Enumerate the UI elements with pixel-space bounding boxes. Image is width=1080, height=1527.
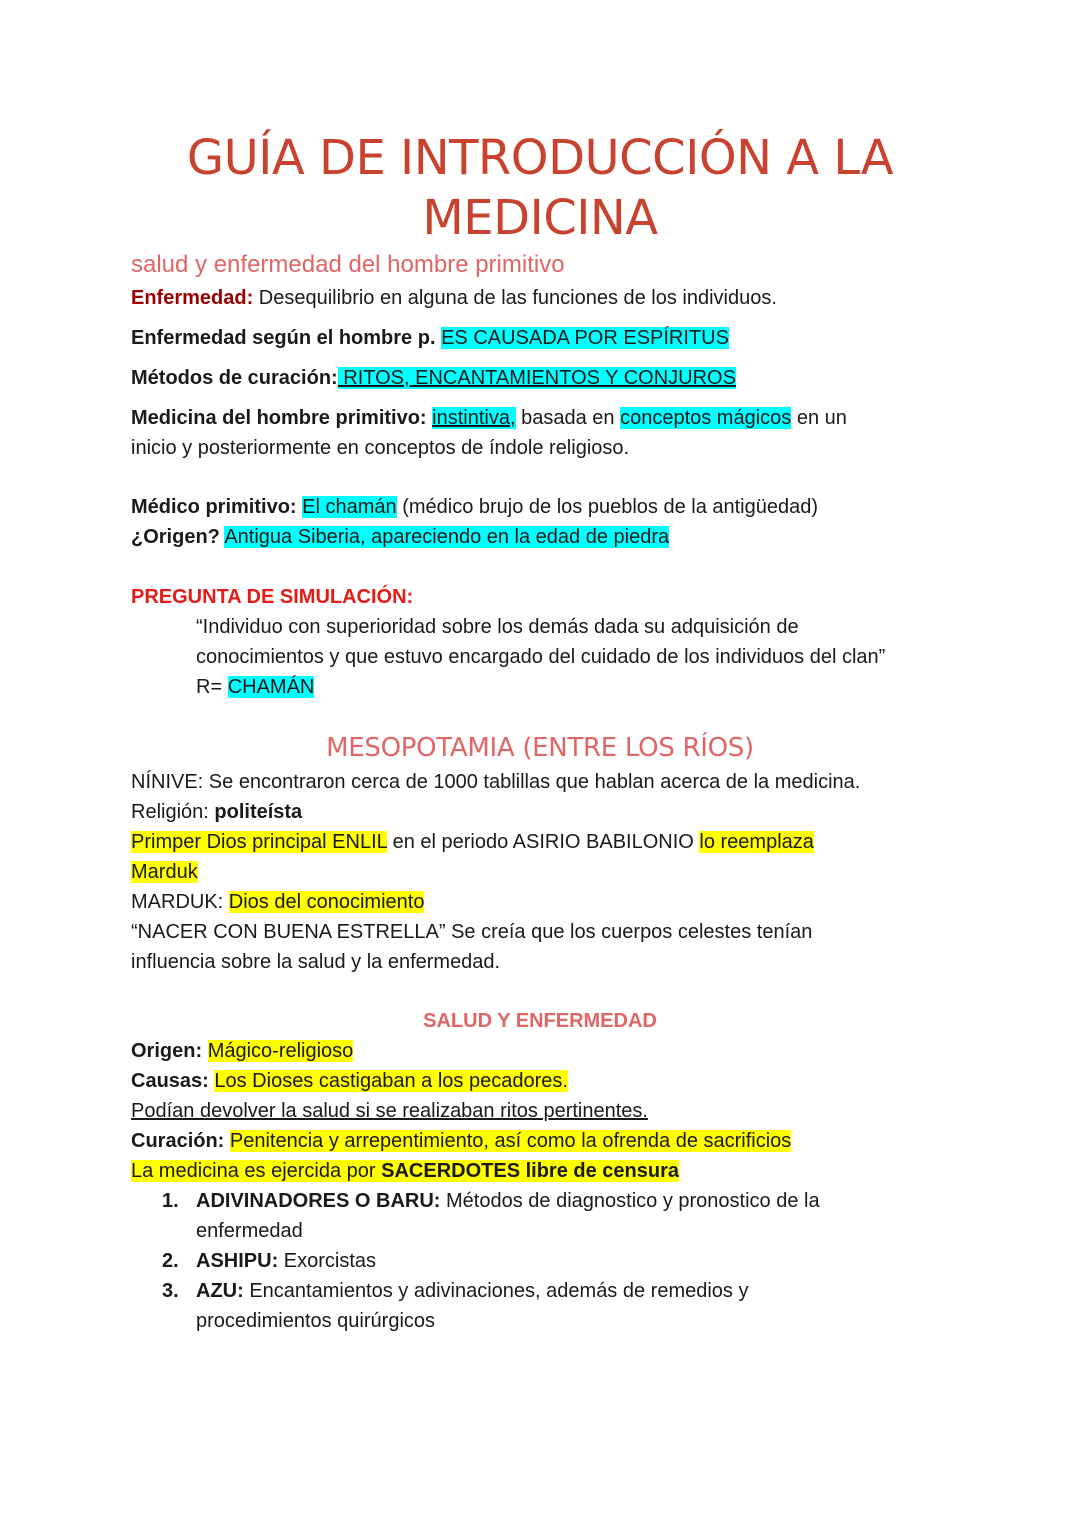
list-label: AZU: xyxy=(196,1280,244,1302)
dios-mid: en el periodo ASIRIO BABILONIO xyxy=(387,831,700,853)
metodos-value: RITOS, ENCANTAMIENTOS Y CONJUROS xyxy=(337,367,736,389)
religion-line xyxy=(131,797,302,827)
metodos-line xyxy=(131,363,736,393)
list-text: Métodos de diagnostico y pronostico de la xyxy=(440,1190,820,1212)
simulation-answer xyxy=(196,672,314,702)
segun-value: ES CAUSADA POR ESPÍRITUS xyxy=(441,327,729,349)
dios-line-1 xyxy=(131,827,814,857)
marduk-value: Dios del conocimiento xyxy=(228,891,425,913)
page-title-line-1: GUÍA DE INTRODUCCIÓN A LA xyxy=(186,130,894,186)
enfermedad-definition xyxy=(131,283,777,313)
list-item xyxy=(162,1186,820,1216)
origen-line xyxy=(131,522,669,552)
marduk-label: MARDUK: xyxy=(131,891,229,913)
enfermedad-text: Desequilibrio en alguna de las funciones de los individuos. xyxy=(253,287,777,309)
list-label: ASHIPU: xyxy=(196,1250,279,1272)
dios-highlight: Primper Dios principal ENLIL xyxy=(131,831,388,853)
salud-heading: SALUD Y ENFERMEDAD xyxy=(423,1010,657,1032)
curacion-value: Penitencia y arrepentimiento, así como la ofrenda de sacrificios xyxy=(229,1130,792,1152)
mesopotamia-heading: MESOPOTAMIA (ENTRE LOS RÍOS) xyxy=(326,733,754,763)
ejercida-highlight xyxy=(131,1160,679,1182)
medicina-line-2: inicio y posteriormente en conceptos de índole religioso. xyxy=(131,437,630,459)
page-title xyxy=(0,128,1080,248)
list-label: ADIVINADORES O BARU: xyxy=(196,1190,441,1212)
dios-line-2-text: Marduk xyxy=(131,861,198,883)
list-number: 2. xyxy=(162,1250,179,1272)
simulation-heading: PREGUNTA DE SIMULACIÓN: xyxy=(131,586,414,608)
religion-label: Religión: xyxy=(131,801,215,823)
simulation-quote-line-1: “Individuo con superioridad sobre los demás dada su adquisición de xyxy=(196,616,799,638)
section-subtitle: salud y enfermedad del hombre primitivo xyxy=(131,251,565,278)
causas-value: Los Dioses castigaban a los pecadores. xyxy=(214,1070,568,1092)
ejercida-text: La medicina es ejercida por xyxy=(131,1160,382,1182)
origen-label: ¿Origen? xyxy=(131,526,220,548)
list-item xyxy=(162,1276,749,1306)
medicina-tail: en un xyxy=(791,407,847,429)
salud-origen-value: Mágico-religioso xyxy=(207,1040,354,1062)
medicina-magicos: conceptos mágicos xyxy=(620,407,792,429)
dios-highlight-2: lo reemplaza xyxy=(699,831,814,853)
medicina-line-1 xyxy=(131,403,847,433)
religion-value: politeísta xyxy=(214,801,303,823)
list-text: Encantamientos y adivinaciones, además de remedios y xyxy=(243,1280,749,1302)
medico-value: El chamán xyxy=(302,496,397,518)
causas-line xyxy=(131,1066,568,1096)
medicina-instintiva: instintiva, xyxy=(432,407,516,429)
list-item-continuation: enfermedad xyxy=(196,1220,303,1242)
medicina-basada: basada en xyxy=(515,407,621,429)
simulation-quote-line-2: conocimientos y que estuvo encargado del cuidado de los individuos del clan” xyxy=(196,646,886,668)
ejercida-bold: SACERDOTES libre de censura xyxy=(381,1160,680,1182)
medico-tail: (médico brujo de los pueblos de la antigüedad) xyxy=(396,496,819,518)
metodos-label: Métodos de curación: xyxy=(131,367,338,389)
page-title-line-2: MEDICINA xyxy=(422,190,658,246)
enfermedad-label: Enfermedad: xyxy=(131,287,254,309)
answer-value: CHAMÁN xyxy=(227,676,315,698)
estrella-line-1: “NACER CON BUENA ESTRELLA” Se creía que los cuerpos celestes tenían xyxy=(131,921,813,943)
curacion-line xyxy=(131,1126,791,1156)
marduk-line xyxy=(131,887,424,917)
list-number: 1. xyxy=(162,1190,179,1212)
list-item-continuation: procedimientos quirúrgicos xyxy=(196,1310,436,1332)
medicina-label: Medicina del hombre primitivo: xyxy=(131,407,427,429)
list-number: 3. xyxy=(162,1280,179,1302)
curacion-label: Curación: xyxy=(131,1130,225,1152)
origen-value: Antigua Siberia, apareciendo en la edad de piedra xyxy=(224,526,670,548)
list-text: Exorcistas xyxy=(278,1250,377,1272)
ninive-line: NÍNIVE: Se encontraron cerca de 1000 tablillas que hablan acerca de la medicina. xyxy=(131,771,861,793)
causas-label: Causas: xyxy=(131,1070,209,1092)
ejercida-line xyxy=(131,1156,679,1186)
answer-label: R= xyxy=(196,676,223,698)
list-item xyxy=(162,1246,377,1276)
salud-origen-line xyxy=(131,1036,353,1066)
podian-line: Podían devolver la salud si se realizaban ritos pertinentes. xyxy=(131,1100,648,1122)
estrella-line-2: influencia sobre la salud y la enfermedad. xyxy=(131,951,501,973)
medico-line xyxy=(131,492,818,522)
medico-label: Médico primitivo: xyxy=(131,496,297,518)
enfermedad-segun-line xyxy=(131,323,729,353)
segun-label: Enfermedad según el hombre p. xyxy=(131,327,436,349)
dios-line-2 xyxy=(131,857,198,887)
salud-origen-label: Origen: xyxy=(131,1040,203,1062)
